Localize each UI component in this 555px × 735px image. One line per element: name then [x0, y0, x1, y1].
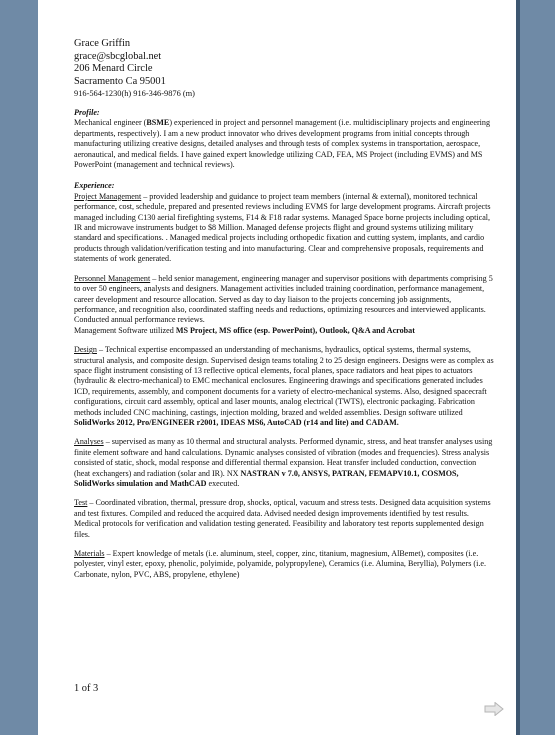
contact-phone: 916-564-1230(h) 916-346-9876 (m)	[74, 89, 195, 98]
test-title: Test	[74, 498, 88, 508]
analyses-software-list: NASTRAN v 7.0, ANSYS, PATRAN, FEMAPV10.1, COSMOS, SolidWorks simulation and MathCAD	[74, 468, 459, 488]
materials-paragraph	[74, 549, 494, 580]
personnel-management-paragraph	[74, 274, 494, 326]
project-management-title: Project Management	[74, 191, 142, 201]
personnel-management-title: Personnel Management	[74, 273, 151, 283]
contact-street: 206 Menard Circle	[74, 63, 153, 74]
project-management-text: – provided leadership and guidance to project team members (internal & external), monitored technical performance, cost, schedule, prepared and presented reviews including EVMS for large development programs. Aircraft projects managed including C130 aerial firefighting systems, F14 & F18 radar systems. Managed Space borne projects including optical, IR and microwave instruments budget to $8 Million. Managed defense projects flight and ground systems utilizing military standard and specifications. . Managed medical projects including orthopedic fixation and cutting system, implants, and cardio products through validation/verification testing and into manufacturing. Clear and comprehensive proposals, requirements and statements of work generated.	[74, 191, 491, 264]
page-indicator: 1 of 3	[74, 683, 99, 694]
analyses-paragraph	[74, 437, 494, 489]
materials-text: – Expert knowledge of metals (i.e. aluminum, steel, copper, zinc, titanium, magnesium, AlBemet), composites (i.e. polyester, vinyl ester, epoxy, phenolic, polyimide, polyamide, polypropylene), Ceramics (i.e. Alumina, Beryllia), Polymers (i.e. Carbonate, nylon, PVC, ABS, propylene, ethylene)	[74, 549, 486, 579]
analyses-text: – supervised as many as 10 thermal and structural analysts. Performed dynamic, stress, and heat transfer analyses using finite element software and hand calculations. Dynamic analyses consisted of vibration (modes and frequencies). Stress analysis consisted of static, shock, modal response and differential thermal expansion. Heat transfer included conduction, convection (heat exchangers) and radiation (solar and IR). NX	[74, 437, 493, 478]
contact-block	[74, 38, 494, 99]
project-management-paragraph	[74, 192, 494, 265]
profile-post: ) experienced in project and personnel management (i.e. multidisciplinary projects and engineering departments, respectively). I am a new product innovator who drives development programs from initial concepts through manufacturing utilizing creative designs, detailed analyses and through tests of complex systems in transportation, aerospace, aeronautical, and medical fields. I have gained expert knowledge utilizing CAD, FEA, MS Project (including EVMS) and MS PowerPoint (management and technical reviews).	[74, 118, 491, 170]
experience-heading: Experience:	[74, 181, 115, 191]
personnel-management-text: – held senior management, engineering manager and supervisor positions with departments comprising 5 to over 50 engineers, analysts and designers. Management activities included training coordination, performance management, career development and resource allocation. Served as day to day liaison to the projects concerning job assignments, performance, and recognition also, coordinated staffing needs and reductions, optimizing resources and interviewed applicants. Conducted annual performance reviews.	[74, 273, 493, 325]
profile-heading: Profile:	[74, 108, 100, 117]
test-text: – Coordinated vibration, thermal, pressure drop, shocks, optical, vacuum and stress tests. Designed data acquisition systems and test fixtures. Compiled and reduced the acquired data. Advised needed design improvements identified by test results. Medical protocols for verification and validation testing generated. Feasibility and laboratory test reports supplemented design files.	[74, 498, 491, 539]
resume-page	[38, 0, 516, 735]
materials-title: Materials	[74, 549, 105, 559]
contact-city: Sacramento Ca 95001	[74, 75, 166, 87]
design-title: Design	[74, 345, 97, 355]
arrow-right-icon[interactable]	[484, 702, 504, 716]
analyses-title: Analyses	[74, 437, 104, 447]
test-paragraph	[74, 498, 494, 540]
analyses-tail: executed.	[206, 479, 240, 488]
management-software-pre: Management Software utilized	[74, 325, 176, 335]
design-software-list: SolidWorks 2012, Pro/ENGINEER r2001, IDEAS MS6, AutoCAD (r14 and lite) and CADAM.	[74, 417, 399, 427]
profile-pre: Mechanical engineer (	[74, 118, 147, 128]
contact-name: Grace Griffin	[74, 38, 131, 49]
design-text: – Technical expertise encompassed an understanding of mechanisms, hydraulics, optical systems, thermal systems, structural analysis, and composite design. Supervised design teams totaling 2 to 25 design engineers. Designs were as complex as space flight instrument consisting of 13 reflective optical elements, focal planes, space radiators and heat pipes to actuators (hydraulic & electro-mechanical) to EMC mechanical enclosures. Engineering drawings and specifications generated includes ICD, requirements, assembly, and component documents for a variety of electro-mechanical systems. Also, designed spacecraft configurations, circuit card assembly, optical and laser mounts, analog electrical (TWTS), electronic packaging. Fabrication methods included CNC machining, castings, injection molding, brazed and welded assemblies. Design software utilized	[74, 345, 494, 417]
profile-degree: BSME	[146, 118, 170, 128]
management-software-line	[74, 326, 494, 336]
resume-content	[74, 38, 494, 580]
contact-email: grace@sbcglobal.net	[74, 50, 162, 62]
profile-paragraph	[74, 118, 494, 170]
design-paragraph	[74, 345, 494, 428]
management-software-list: MS Project, MS office (esp. PowerPoint), Outlook, Q&A and Acrobat	[175, 325, 415, 335]
